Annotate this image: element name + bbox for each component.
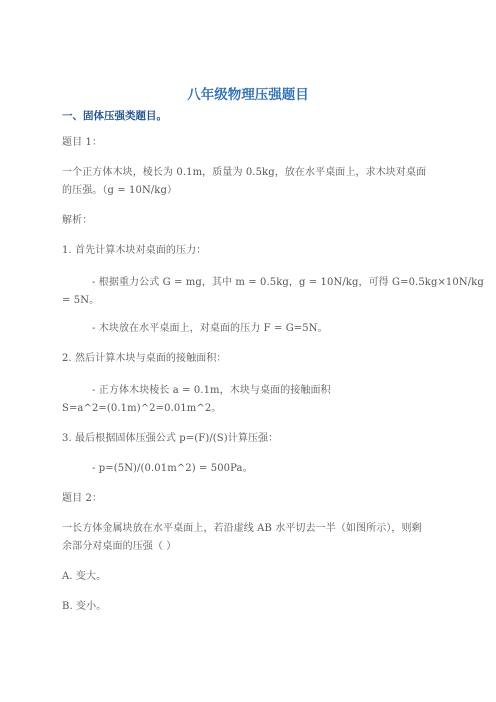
step-3: 3. 最后根据固体压强公式 p=(F)/(S)计算压强： (62, 433, 279, 444)
step-1: 1. 首先计算木块对桌面的压力： (62, 245, 207, 256)
question-1-label: 题目 1： (62, 137, 103, 148)
question-2-text-line-2: 余部分对桌面的压强（ ） (62, 541, 177, 552)
option-a: A. 变大。 (62, 571, 107, 582)
step-2-detail-line-1: - 正方体木块棱长 a = 0.1m，木块与桌面的接触面积 (92, 385, 331, 396)
step-1-detail-b: - 木块放在水平桌面上，对桌面的压力 F = G=5N。 (92, 323, 328, 334)
analysis-label: 解析： (62, 215, 93, 226)
section-heading: 一、固体压强类题目。 (62, 110, 167, 122)
step-1-detail-a-line-2: = 5N。 (62, 295, 100, 306)
option-b: B. 变小。 (62, 601, 107, 612)
question-1-text-line-2: 的压强。（g = 10N/kg） (62, 185, 178, 196)
question-1-text-line-1: 一个正方体木块，棱长为 0.1m，质量为 0.5kg，放在水平桌面上，求木块对桌面 (62, 167, 427, 178)
step-2: 2. 然后计算木块与桌面的接触面积： (62, 353, 227, 364)
step-2-detail-line-2: S=a^2=(0.1m)^2=0.01m^2。 (62, 403, 222, 414)
question-2-text-line-1: 一长方体金属块放在水平桌面上，若沿虚线 AB 水平切去一半（如图所示），则剩 (62, 523, 422, 534)
step-1-detail-a-line-1: - 根据重力公式 G = mg，其中 m = 0.5kg，g = 10N/kg，可得 G=0.5kg×10N/kg (92, 277, 484, 288)
document-title: 八年级物理压强题目 (187, 87, 309, 103)
step-3-detail: - p=(5N)/(0.01m^2) = 500Pa。 (92, 463, 253, 474)
question-2-label: 题目 2： (62, 493, 103, 504)
